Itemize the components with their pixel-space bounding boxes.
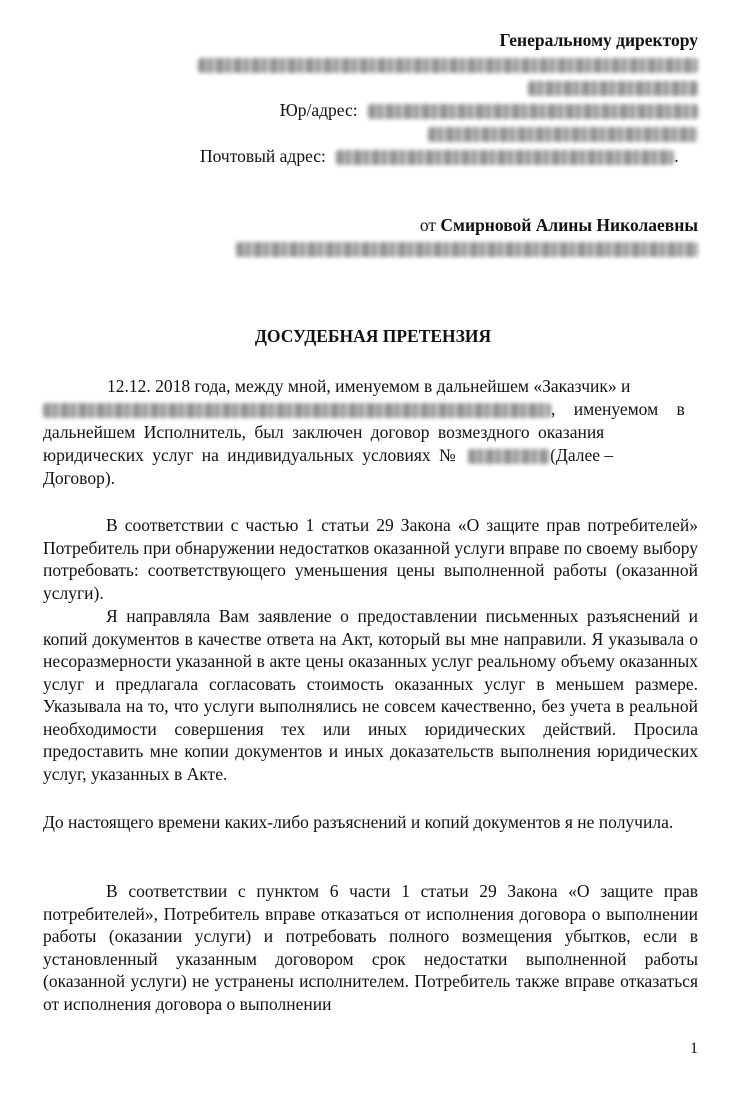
paragraph-3: Я направляла Вам заявление о предоставлении письменных разъяснений и копий документов в качестве ответа на Акт, который вы мне направили. Я указывала о несоразмерности указанной в акте цены оказанных услуг реальному объему оказанных услуг и предлагала согласовать стоимость оказанных услуг в меньшем размере. Указывала на то, что услуги выполнялись не совсем качественно, без учета в реальной необходимости совершения тех или иных юридических действий. Просила предоставить мне копии документов и иных доказательств выполнения юридических услуг, указанных в Акте.: [43, 606, 698, 784]
postal-trailing: .: [674, 146, 679, 166]
p1-line4-text: юридических услуг на индивидуальных условиях №: [43, 445, 456, 465]
legal-address-label: Юр/адрес:: [279, 100, 358, 120]
redacted-sender-address: [236, 237, 698, 259]
page-number: 1: [690, 1040, 698, 1057]
postal-address-label: Почтовый адрес:: [200, 146, 326, 166]
paragraph-2: В соответствии с частью 1 статьи 29 Закона «О защите прав потребителей» Потребитель при обнаружении недостатков оказанной услуги вправе по своему выбору потребовать: соответствующего уменьшения цены выполненной работы (оказанной услуги).: [43, 515, 698, 603]
p1-line5: Договор).: [43, 468, 116, 488]
p1-line3: дальнейшем Исполнитель, был заключен договор возмездного оказания: [43, 422, 605, 442]
paragraph-5: В соответствии с пунктом 6 части 1 статьи 29 Закона «О защите прав потребителей», Потребитель вправе отказаться от исполнения договора о выполнении работы (оказании услуги) и потребовать полного возмещения убытков, если в установленный указанным договором срок недостатки выполненной работы (оказанной услуги) не устранены исполнителем. Потребитель также вправе отказаться от исполнения договора о выполнении: [43, 881, 698, 1014]
from-prefix: от: [419, 215, 437, 235]
from-line: [420, 214, 698, 236]
addressee: Генеральному директору: [499, 30, 698, 50]
p1-line4: [43, 444, 698, 466]
p1-line2-end: , именуемом в: [551, 399, 685, 419]
redacted-executor-name: [43, 403, 551, 418]
redacted-legal-address: [368, 104, 698, 119]
legal-address-line: [280, 99, 698, 121]
from-name: Смирновой Алины Николаевны: [440, 215, 698, 235]
paragraph-4: До настоящего времени каких-либо разъяснений и копий документов я не получила.: [43, 812, 674, 832]
p1-line2: [43, 398, 698, 420]
redacted-legal-address-cont: [428, 122, 698, 144]
redacted-postal-address: [336, 150, 674, 165]
p1-line4-end: (Далее –: [550, 445, 614, 465]
postal-address-line: [200, 145, 679, 167]
document-title: ДОСУДЕБНАЯ ПРЕТЕНЗИЯ: [254, 326, 492, 346]
redacted-contract-number: [468, 449, 550, 464]
redacted-director-name: [528, 76, 698, 98]
redacted-company-name: [198, 53, 698, 75]
p1-line1: 12.12. 2018 года, между мной, именуемом в дальнейшем «Заказчик» и: [107, 376, 631, 396]
